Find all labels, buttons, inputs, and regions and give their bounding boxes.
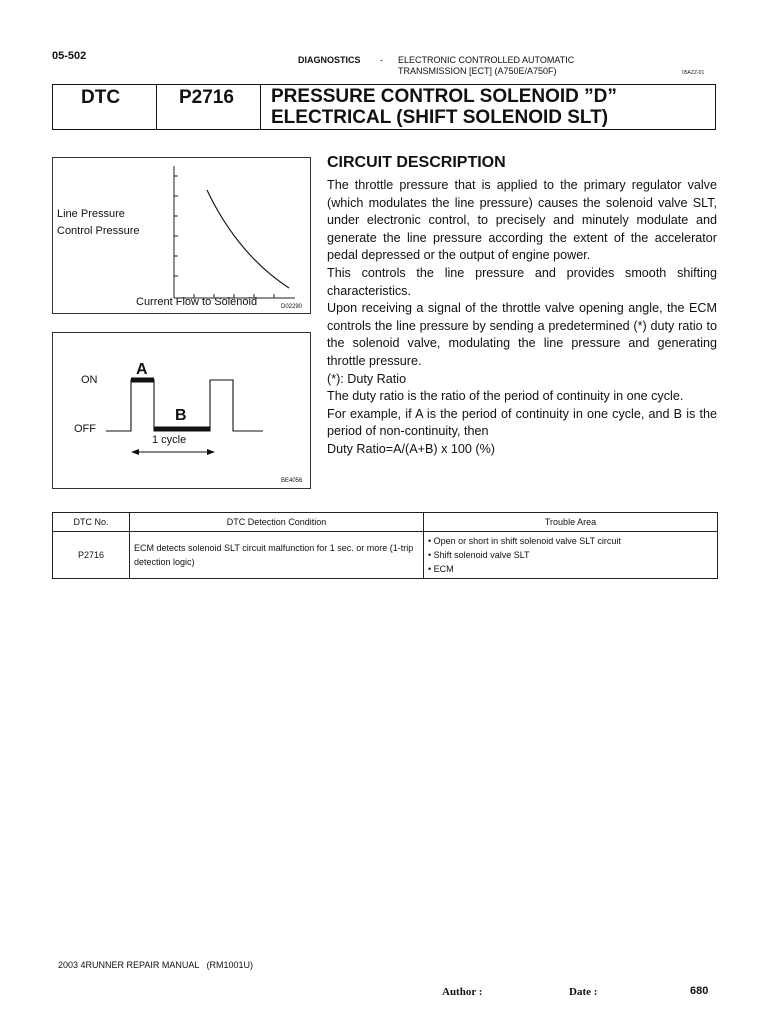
footer-date-label: Date : <box>569 986 598 998</box>
trouble-area-item: • Shift solenoid valve SLT <box>428 550 530 560</box>
cycle-arrow-right-head <box>207 449 215 455</box>
pressure-curve <box>207 190 289 288</box>
cycle-arrow-left-head <box>131 449 139 455</box>
period-b-label: B <box>175 407 187 424</box>
figure2-code: BE4056 <box>281 478 303 484</box>
figure1-ylabel-line1: Line Pressure <box>57 208 125 220</box>
footer-manual-title: 2003 4RUNNER REPAIR MANUAL (RM1001U) <box>58 960 254 970</box>
circuit-paragraph: Upon receiving a signal of the throttle valve opening angle, the ECM controls the line pressure by sending a predetermined (*) duty ratio to the solenoid valve, modulating the line pressure and generating throttle pressure. <box>327 301 717 368</box>
header-trouble-area: Trouble Area <box>424 513 718 532</box>
header-title <box>398 55 574 77</box>
on-label: ON <box>81 374 98 386</box>
figure1-ylabel-line2: Control Pressure <box>57 225 140 237</box>
circuit-paragraph: This controls the line pressure and provides smooth shifting characteristics. <box>327 265 717 298</box>
figure1-code: D02290 <box>281 304 303 310</box>
header-dtc-no: DTC No. <box>53 513 130 532</box>
trouble-area-item: • ECM <box>428 564 454 574</box>
circuit-paragraph: The duty ratio is the ratio of the period of continuity in one cycle. <box>327 389 684 404</box>
dtc-title-line1: PRESSURE CONTROL SOLENOID ”D” <box>271 86 617 107</box>
cell-detection-condition: ECM detects solenoid SLT circuit malfunction for 1 sec. or more (1-trip detection logic) <box>130 532 424 579</box>
dtc-title-box <box>52 84 716 130</box>
dtc-code: P2716 <box>157 85 261 129</box>
pressure-curve-graph <box>53 158 310 313</box>
footer-page-number: 680 <box>690 985 709 997</box>
table-row <box>53 532 718 579</box>
trouble-area-text: Shift solenoid valve SLT <box>433 550 530 560</box>
circuit-paragraph: Duty Ratio=A/(A+B) x 100 (%) <box>327 441 495 456</box>
trouble-area-text: Open or short in shift solenoid valve SLT circuit <box>433 536 621 546</box>
table-header-row <box>53 513 718 532</box>
circuit-paragraph: The throttle pressure that is applied to the primary regulator valve (which modulates the line pressure) causes the solenoid valve SLT, under electronic control, to precisely and minutely modulate and generate the line pressure according the extent of the accelerator pedal depressed or the output of engine power. <box>327 178 717 263</box>
duty-cycle-figure <box>52 332 311 489</box>
dtc-title-line2: ELECTRICAL (SHIFT SOLENOID SLT) <box>271 107 609 128</box>
cell-dtc-no: P2716 <box>53 532 130 579</box>
dtc-title <box>263 85 715 129</box>
header-detection-condition: DTC Detection Condition <box>130 513 424 532</box>
off-label: OFF <box>74 423 96 435</box>
cell-trouble-area <box>424 532 718 579</box>
figure1-xlabel: Current Flow to Solenoid <box>136 296 258 308</box>
document-code: 05AZZ-01 <box>682 70 705 76</box>
trouble-area-item: • Open or short in shift solenoid valve SLT circuit <box>428 536 621 546</box>
pressure-current-figure <box>52 157 311 314</box>
circuit-paragraph: (*): Duty Ratio <box>327 371 407 386</box>
dtc-detection-table <box>52 512 718 579</box>
header-title-line2: TRANSMISSION [ECT] (A750E/A750F) <box>398 66 557 76</box>
circuit-description-body <box>327 177 717 459</box>
circuit-description-heading: CIRCUIT DESCRIPTION <box>327 154 506 171</box>
header-separator: - <box>380 55 383 65</box>
dtc-label: DTC <box>53 85 157 129</box>
footer-author-label: Author : <box>442 986 483 998</box>
header-section: DIAGNOSTICS <box>298 55 361 65</box>
circuit-paragraph: For example, if A is the period of continuity in one cycle, and B is the period of non-continuity, then <box>327 406 717 439</box>
cycle-label: 1 cycle <box>152 434 187 446</box>
trouble-area-text: ECM <box>433 564 454 574</box>
period-a-label: A <box>136 361 148 378</box>
page-number: 05-502 <box>52 50 87 62</box>
header-title-line1: ELECTRONIC CONTROLLED AUTOMATIC <box>398 55 575 65</box>
